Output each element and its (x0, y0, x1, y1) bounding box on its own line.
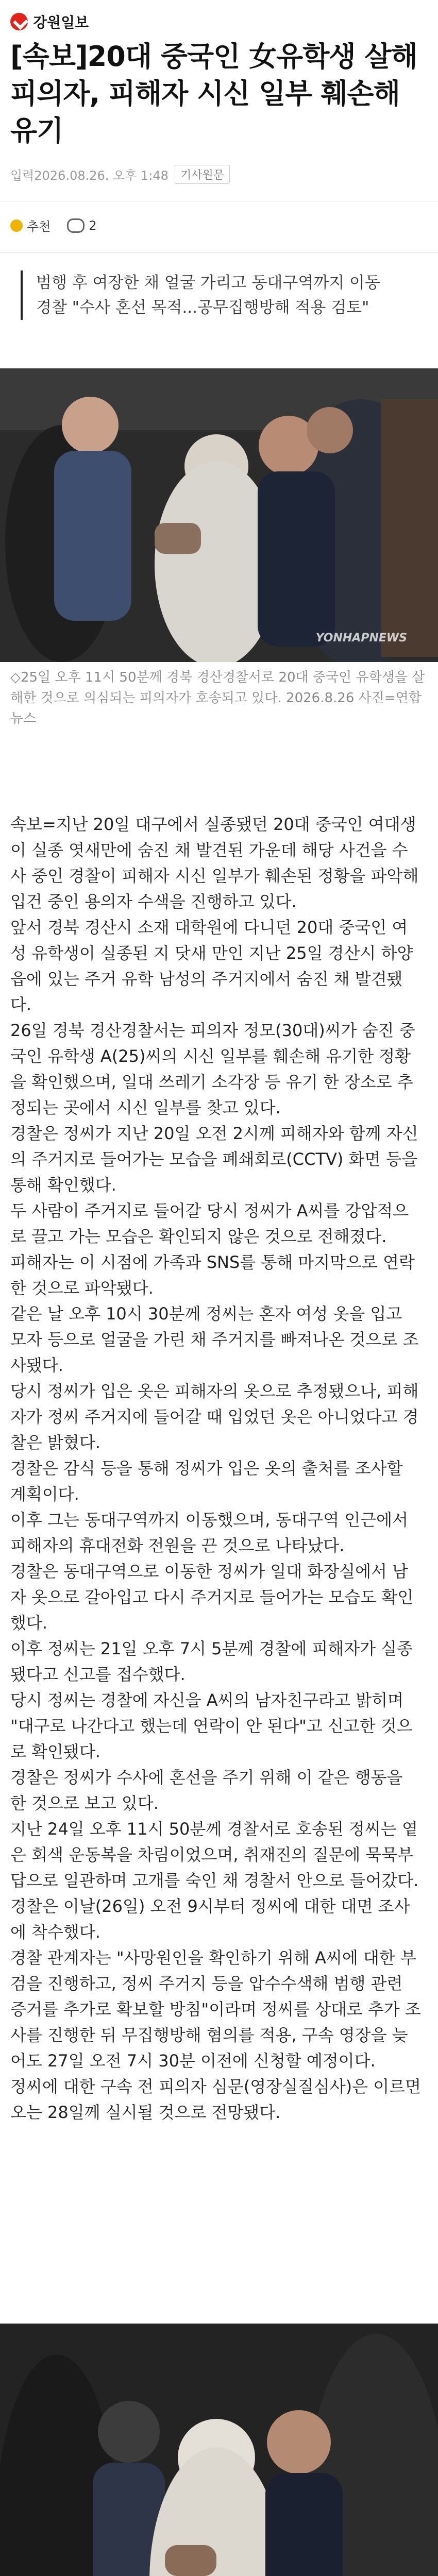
body-paragraph: 경찰 관계자는 "사망원인을 확인하기 위해 A씨에 대한 부검을 진행하고, 정씨 주거지 등을 압수수색해 범행 관련 증거를 추가로 확보할 방침"이라며 정씨를 상대로 추가 조사를 진행한 뒤 무집행방해 혐의를 적용, 구속 영장을 늦어도 27일 오전 7시 30분 이전에 신청할 예정이다. (10, 1948, 421, 2071)
body-paragraph: 경찰은 정씨가 지난 20일 오전 2시께 피해자와 함께 자신의 주거지로 들어가는 모습을 폐쇄회로(CCTV) 화면 등을 통해 확인했다. (10, 1124, 418, 1195)
comment-count: 2 (89, 218, 97, 233)
article-date: 입력2026.08.26. 오후 1:48 (10, 168, 169, 183)
article-photo-2 (0, 2324, 438, 2576)
body-paragraph: 속보=지난 20일 대구에서 실종됐던 20대 중국인 여대생이 실종 엿새만에 숨진 채 발견된 가운데 해당 사건을 수사 중인 경찰이 피해자 시신 일부가 훼손된 정황을 파악해 입건 중인 용의자 수색을 진행하고 있다. (10, 815, 419, 911)
body-paragraph: 당시 정씨가 입은 옷은 피해자의 옷으로 추정됐으나, 피해자가 정씨 주거지에 들어갈 때 입었던 옷은 아니었다고 경찰은 밝혔다. (10, 1381, 419, 1452)
article-actions (10, 216, 97, 234)
body-paragraph: 지난 24일 오후 11시 50분께 경찰서로 호송된 정씨는 옅은 회색 운동복을 차림이었으며, 취재진의 질문에 묵묵부답으로 일관하며 고개를 숙인 채 경찰서 안으로 들어갔다. 경찰은 이날(26일) 오전 9시부터 정씨에 대한 대면 조사에 착수했다. (10, 1819, 419, 1942)
body-paragraph: 앞서 경북 경산시 소재 대학원에 다니던 20대 중국인 여성 유학생이 실종된 지 닷새 만인 지난 25일 경산시 하양읍에 있는 주거 유학 남성의 주거지에서 숨진 채 발견됐다. (10, 918, 413, 1014)
divider (0, 252, 438, 253)
body-paragraph: 피해자는 이 시점에 가족과 SNS를 통해 마지막으로 연락한 것으로 파악됐다. (10, 1252, 415, 1298)
photo-1-image (0, 368, 438, 662)
body-paragraph: 경찰은 정씨가 수사에 혼선을 주기 위해 이 같은 행동을 한 것으로 보고 있다. (10, 1768, 403, 1813)
summary-line: 경찰 "수사 혼선 목적...공무집행방해 적용 검토" (36, 298, 369, 317)
body-paragraph: 26일 경북 경산경찰서는 피의자 정모(30대)씨가 숨진 중국인 유학생 A(25)씨의 시신 일부를 훼손해 유기한 정황을 확인했으며, 일대 쓰레기 소각장 등 유기 한 장소로 추정되는 곳에서 시신 일부를 찾고 있다. (10, 1021, 415, 1117)
body-paragraph: 두 사람이 주거지로 들어갈 당시 정씨가 A씨를 강압적으로 끌고 가는 모습은 확인되지 않은 것으로 전해졌다. (10, 1201, 409, 1246)
summary-line: 범행 후 여장한 채 얼굴 가리고 동대구역까지 이동 (36, 274, 380, 292)
publisher-name: 강원일보 (33, 14, 89, 31)
body-paragraph: 이후 정씨는 21일 오후 7시 5분께 경찰에 피해자가 실종됐다고 신고를 접수했다. (10, 1639, 413, 1684)
article-body-1 (10, 811, 423, 2125)
photo-1-caption: ◇25일 오후 11시 50분께 경북 경산경찰서로 20대 중국인 유학생을 살해한 것으로 의심되는 피의자가 호송되고 있다. 2026.8.26 사진=연합뉴스 (10, 670, 425, 726)
body-paragraph: 경찰은 동대구역으로 이동한 정씨가 일대 화장실에서 남자 옷으로 갈아입고 다시 주거지로 들어가는 모습도 확인했다. (10, 1562, 414, 1633)
publisher-header[interactable] (10, 11, 89, 32)
recommend-icon (10, 219, 23, 232)
body-paragraph: 정씨에 대한 구속 전 피의자 심문(영장실질심사)은 이르면 오는 28일께 실시될 것으로 전망됐다. (10, 2077, 421, 2122)
body-paragraph: 경찰은 감식 등을 통해 정씨가 입은 옷의 출처를 조사할 계획이다. (10, 1459, 403, 1504)
photo-2-image (0, 2324, 438, 2576)
article-summary (21, 270, 428, 320)
recommend-button[interactable] (10, 216, 50, 234)
article-meta (10, 165, 230, 184)
article-title: [속보]20대 중국인 女유학생 살해 피의자, 피해자 시신 일부 훼손해 유기 (10, 40, 417, 147)
photo-watermark: YONHAPNEWS (315, 632, 407, 645)
comment-icon (67, 218, 85, 233)
body-paragraph: 당시 정씨는 경찰에 자신을 A씨의 남자친구라고 밝히며 "대구로 나간다고 했는데 연락이 안 된다"고 신고한 것으로 확인됐다. (10, 1690, 413, 1761)
body-paragraph: 이후 그는 동대구역까지 이동했으며, 동대구역 인근에서 피해자의 휴대전화 전원을 끈 것으로 나타났다. (10, 1510, 409, 1555)
recommend-label: 추천 (27, 219, 51, 234)
original-article-link[interactable]: 기사원문 (175, 165, 230, 184)
article-photo-1 (0, 368, 438, 662)
publisher-logo-icon (10, 13, 28, 30)
comment-button[interactable] (67, 218, 96, 233)
body-paragraph: 같은 날 오후 10시 30분께 정씨는 혼자 여성 옷을 입고 모자 등으로 얼굴을 가린 채 주거지를 빠져나온 것으로 조사됐다. (10, 1304, 419, 1375)
